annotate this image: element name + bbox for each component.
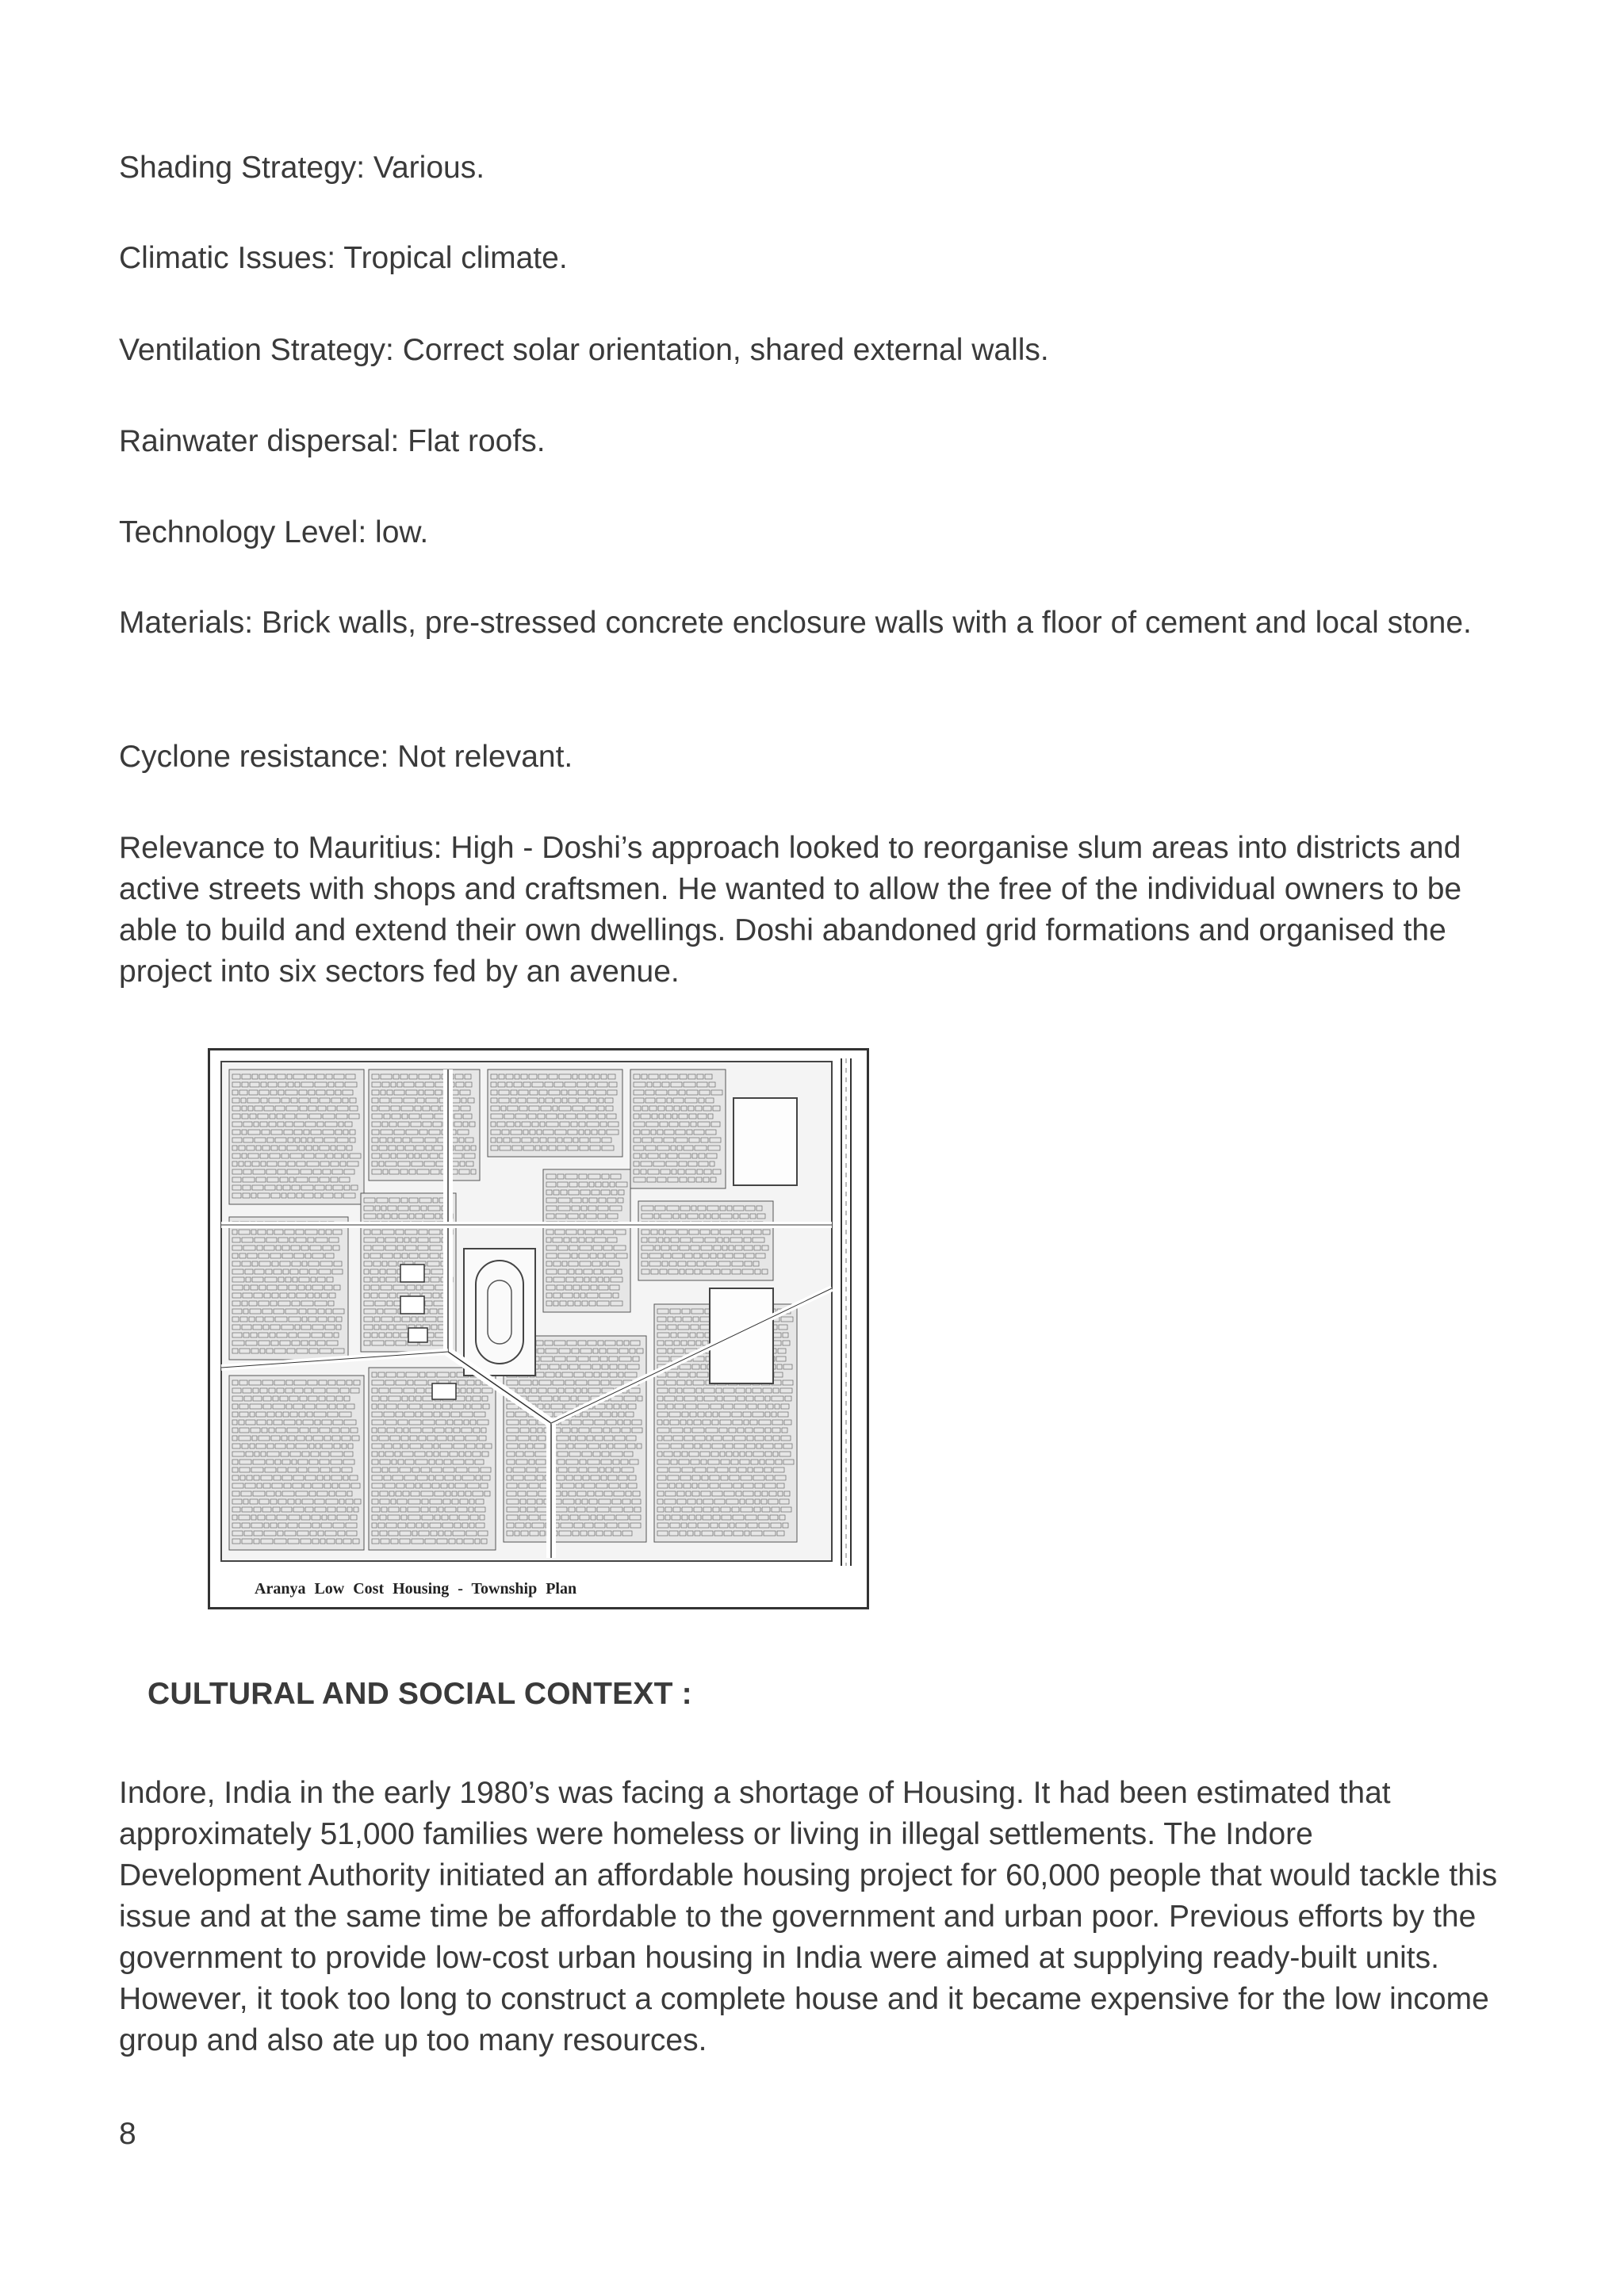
rainwater-dispersal-line: Rainwater dispersal: Flat roofs. [119,424,546,458]
materials-paragraph: Materials: Brick walls, pre-stressed concrete enclosure walls with a floor of cement and local stone. [119,606,1472,640]
township-plan-drawing [210,1050,867,1607]
open-plot [733,1098,797,1185]
community-building [432,1383,456,1399]
ventilation-strategy-line: Ventilation Strategy: Correct solar orientation, shared external walls. [119,333,1049,367]
technology-level-line: Technology Level: low. [119,515,429,549]
housing-block [229,1070,364,1204]
community-building [400,1265,424,1282]
climatic-issues-line: Climatic Issues: Tropical climate. [119,241,568,275]
section-body-paragraph: Indore, India in the early 1980’s was facing a shortage of Housing. It had been estimated that approximately 51,000 families were homeless or living in illegal settlements. The Indore Development Authority initiated an affordable housing project for 60,000 people that would tackle this issue and at the same time be affordable to the government and urban poor. Previous efforts by the government to provide low-cost urban housing in India were aimed at supplying ready-built units. However, it took too long to construct a complete house and it became expensive for the low income group and also ate up too many resources. [119,1776,1498,2057]
open-plot [710,1288,773,1383]
cyclone-resistance-line: Cyclone resistance: Not relevant. [119,740,573,774]
figure-caption: Aranya Low Cost Housing - Township Plan [255,1580,577,1598]
community-building [400,1296,424,1314]
community-building [408,1328,427,1342]
township-plan-figure [208,1048,869,1609]
section-heading: CULTURAL AND SOCIAL CONTEXT : [147,1677,692,1711]
housing-block [638,1201,773,1280]
sports-ground [464,1249,535,1376]
page-number: 8 [119,2117,136,2151]
housing-block [488,1070,622,1157]
relevance-paragraph: Relevance to Mauritius: High - Doshi’s approach looked to reorganise slum areas into districts and active streets with shops and craftsmen. He wanted to allow the free of the individual owners to be able to build and extend their own dwellings. Doshi abandoned grid formations and organised the project into six sectors fed by an avenue. [119,831,1462,989]
housing-block [543,1169,630,1312]
shading-strategy-line: Shading Strategy: Various. [119,151,485,185]
